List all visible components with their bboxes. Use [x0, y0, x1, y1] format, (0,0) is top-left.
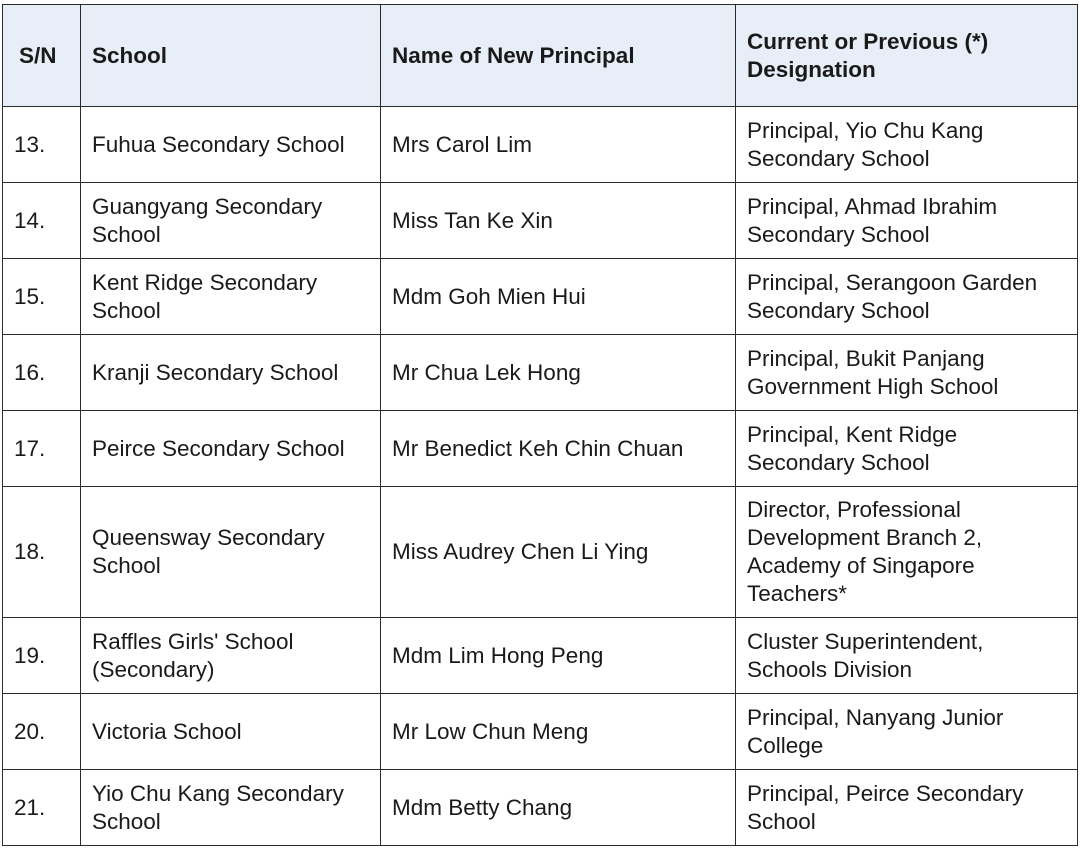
cell-school: Kranji Secondary School — [81, 335, 381, 411]
cell-school: Queensway Secondary School — [81, 487, 381, 618]
cell-principal: Mdm Lim Hong Peng — [381, 618, 736, 694]
cell-designation: Principal, Peirce Secondary School — [736, 770, 1078, 846]
cell-school: Kent Ridge Secondary School — [81, 259, 381, 335]
cell-sn: 16. — [3, 335, 81, 411]
cell-sn: 13. — [3, 107, 81, 183]
cell-school: Yio Chu Kang Secondary School — [81, 770, 381, 846]
table-row — [3, 487, 1078, 618]
table-row — [3, 107, 1078, 183]
header-row — [3, 5, 1078, 107]
cell-sn: 17. — [3, 411, 81, 487]
cell-sn: 20. — [3, 694, 81, 770]
cell-school: Raffles Girls' School (Secondary) — [81, 618, 381, 694]
table-row — [3, 259, 1078, 335]
header-designation: Current or Previous (*) Designation — [736, 5, 1078, 107]
cell-principal: Mdm Betty Chang — [381, 770, 736, 846]
table-row — [3, 694, 1078, 770]
principals-table — [2, 4, 1078, 846]
table-row — [3, 183, 1078, 259]
table-row — [3, 618, 1078, 694]
cell-school: Guangyang Secondary School — [81, 183, 381, 259]
cell-designation: Principal, Ahmad Ibrahim Secondary School — [736, 183, 1078, 259]
cell-sn: 14. — [3, 183, 81, 259]
cell-principal: Mdm Goh Mien Hui — [381, 259, 736, 335]
cell-designation: Principal, Nanyang Junior College — [736, 694, 1078, 770]
cell-designation: Principal, Yio Chu Kang Secondary School — [736, 107, 1078, 183]
table-row — [3, 411, 1078, 487]
cell-principal: Mr Low Chun Meng — [381, 694, 736, 770]
cell-sn: 15. — [3, 259, 81, 335]
cell-principal: Mr Chua Lek Hong — [381, 335, 736, 411]
cell-school: Victoria School — [81, 694, 381, 770]
cell-sn: 19. — [3, 618, 81, 694]
cell-principal: Miss Audrey Chen Li Ying — [381, 487, 736, 618]
cell-designation: Principal, Serangoon Garden Secondary School — [736, 259, 1078, 335]
cell-school: Peirce Secondary School — [81, 411, 381, 487]
cell-principal: Mr Benedict Keh Chin Chuan — [381, 411, 736, 487]
cell-school: Fuhua Secondary School — [81, 107, 381, 183]
header-school: School — [81, 5, 381, 107]
cell-principal: Mrs Carol Lim — [381, 107, 736, 183]
header-principal: Name of New Principal — [381, 5, 736, 107]
cell-designation: Principal, Bukit Panjang Government High School — [736, 335, 1078, 411]
header-sn: S/N — [3, 5, 81, 107]
cell-designation: Director, Professional Development Branch 2, Academy of Singapore Teachers* — [736, 487, 1078, 618]
table-row — [3, 335, 1078, 411]
cell-principal: Miss Tan Ke Xin — [381, 183, 736, 259]
cell-designation: Principal, Kent Ridge Secondary School — [736, 411, 1078, 487]
table-row — [3, 770, 1078, 846]
cell-designation: Cluster Superintendent, Schools Division — [736, 618, 1078, 694]
cell-sn: 18. — [3, 487, 81, 618]
cell-sn: 21. — [3, 770, 81, 846]
